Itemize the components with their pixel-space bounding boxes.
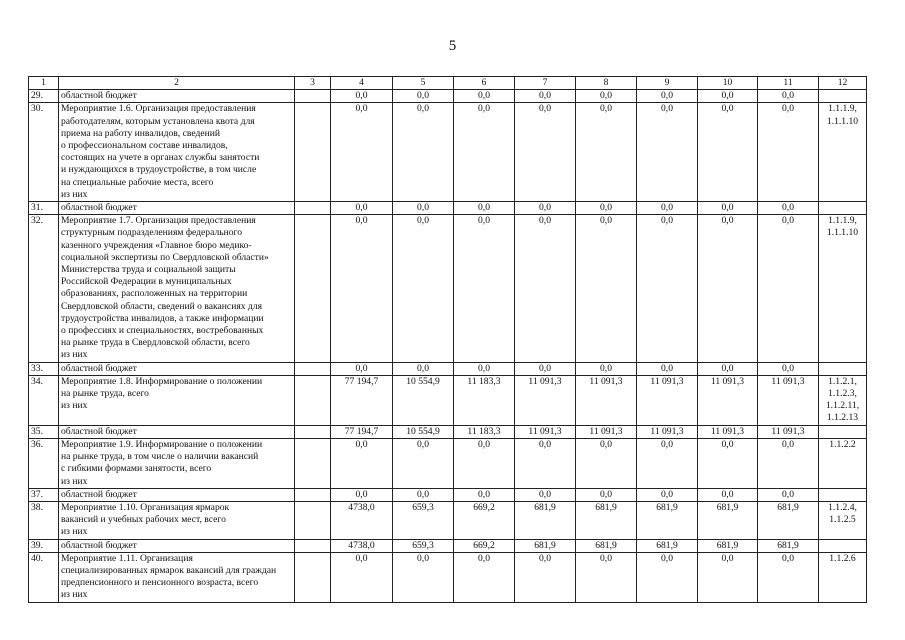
value-cell: 681,9 bbox=[698, 501, 758, 539]
table-row bbox=[29, 488, 867, 501]
value-cell: 0,0 bbox=[454, 215, 515, 362]
value-cell: 0,0 bbox=[637, 488, 698, 501]
value-cell: 659,3 bbox=[393, 539, 454, 552]
code-line: 1.1.1.10 bbox=[826, 227, 859, 239]
row-description bbox=[59, 103, 295, 202]
description-line: состоящих на учете в органах службы занятости bbox=[61, 152, 260, 164]
indicator-code bbox=[819, 215, 867, 362]
value-cell: 0,0 bbox=[515, 215, 576, 362]
indicator-code bbox=[819, 362, 867, 375]
row-number: 40. bbox=[29, 552, 59, 602]
row-number: 38. bbox=[29, 501, 59, 539]
column-3-cell bbox=[295, 362, 331, 375]
description-line: вакансий и учебных рабочих мест, всего bbox=[61, 514, 226, 526]
column-header: 10 bbox=[698, 77, 758, 90]
value-cell: 0,0 bbox=[393, 202, 454, 215]
column-header: 9 bbox=[637, 77, 698, 90]
value-cell: 10 554,9 bbox=[393, 425, 454, 438]
value-cell: 681,9 bbox=[576, 501, 637, 539]
indicator-code bbox=[819, 90, 867, 103]
description-line: на рынке труда в Свердловской области, всего bbox=[61, 337, 250, 349]
value-cell: 77 194,7 bbox=[331, 375, 393, 425]
value-cell: 0,0 bbox=[331, 202, 393, 215]
description-line: специализированных ярмарок вакансий для граждан bbox=[61, 564, 277, 576]
value-cell: 681,9 bbox=[698, 539, 758, 552]
table-row bbox=[29, 552, 867, 602]
code-line: 1.1.2.2 bbox=[829, 438, 856, 450]
value-cell: 0,0 bbox=[454, 438, 515, 488]
value-cell: 0,0 bbox=[637, 103, 698, 202]
value-cell: 681,9 bbox=[576, 539, 637, 552]
row-number: 29. bbox=[29, 90, 59, 103]
code-line: 1.1.2.6 bbox=[829, 552, 856, 564]
value-cell: 0,0 bbox=[515, 362, 576, 375]
value-cell: 0,0 bbox=[758, 215, 819, 362]
value-cell: 0,0 bbox=[637, 552, 698, 602]
value-cell: 0,0 bbox=[393, 552, 454, 602]
code-line: 1.1.2.3, bbox=[828, 388, 857, 400]
description-line: Мероприятие 1.6. Организация предоставления bbox=[61, 103, 256, 115]
value-cell: 0,0 bbox=[576, 438, 637, 488]
row-number: 37. bbox=[29, 488, 59, 501]
column-3-cell bbox=[295, 202, 331, 215]
value-cell: 0,0 bbox=[576, 90, 637, 103]
column-3-cell bbox=[295, 438, 331, 488]
description-line: Свердловской области, сведений о вакансиях для bbox=[61, 300, 263, 312]
table-row bbox=[29, 425, 867, 438]
value-cell: 0,0 bbox=[331, 362, 393, 375]
value-cell: 0,0 bbox=[331, 215, 393, 362]
description-line: Мероприятие 1.11. Организация bbox=[61, 552, 193, 564]
table-row bbox=[29, 103, 867, 202]
value-cell: 0,0 bbox=[576, 215, 637, 362]
value-cell: 11 091,3 bbox=[576, 425, 637, 438]
column-header: 11 bbox=[758, 77, 819, 90]
table-row bbox=[29, 202, 867, 215]
value-cell: 11 091,3 bbox=[637, 425, 698, 438]
value-cell: 669,2 bbox=[454, 539, 515, 552]
value-cell: 0,0 bbox=[576, 488, 637, 501]
value-cell: 681,9 bbox=[637, 539, 698, 552]
column-header: 1 bbox=[29, 77, 59, 90]
column-header: 2 bbox=[59, 77, 295, 90]
description-line: Мероприятие 1.7. Организация предоставления bbox=[61, 215, 256, 227]
value-cell: 0,0 bbox=[698, 552, 758, 602]
indicator-code bbox=[819, 103, 867, 202]
column-3-cell bbox=[295, 103, 331, 202]
value-cell: 0,0 bbox=[637, 90, 698, 103]
description-line: из них bbox=[61, 589, 88, 601]
value-cell: 0,0 bbox=[515, 552, 576, 602]
description-line: областной бюджет bbox=[61, 488, 137, 500]
value-cell: 0,0 bbox=[515, 202, 576, 215]
program-table bbox=[28, 76, 867, 603]
value-cell: 0,0 bbox=[393, 438, 454, 488]
value-cell: 0,0 bbox=[331, 90, 393, 103]
row-description bbox=[59, 488, 295, 501]
value-cell: 0,0 bbox=[454, 552, 515, 602]
row-description bbox=[59, 438, 295, 488]
value-cell: 11 091,3 bbox=[698, 375, 758, 425]
value-cell: 4738,0 bbox=[331, 539, 393, 552]
row-description bbox=[59, 215, 295, 362]
column-3-cell bbox=[295, 425, 331, 438]
value-cell: 0,0 bbox=[758, 90, 819, 103]
code-line: 1.1.1.10 bbox=[826, 115, 859, 127]
value-cell: 0,0 bbox=[454, 103, 515, 202]
value-cell: 0,0 bbox=[454, 488, 515, 501]
description-line: социальной экспертизы по Свердловской области» bbox=[61, 251, 269, 263]
table-row bbox=[29, 501, 867, 539]
value-cell: 0,0 bbox=[331, 488, 393, 501]
description-line: на рынке труда, в том числе о наличии вакансий bbox=[61, 451, 259, 463]
value-cell: 0,0 bbox=[576, 103, 637, 202]
column-3-cell bbox=[295, 90, 331, 103]
description-line: Мероприятие 1.10. Организация ярмарок bbox=[61, 501, 230, 513]
description-line: трудоустройства инвалидов, а также информации bbox=[61, 312, 264, 324]
description-line: Мероприятие 1.8. Информирование о положении bbox=[61, 375, 263, 387]
description-line: и нуждающихся в трудоустройстве, в том числе bbox=[61, 164, 257, 176]
value-cell: 77 194,7 bbox=[331, 425, 393, 438]
value-cell: 11 091,3 bbox=[515, 425, 576, 438]
row-description bbox=[59, 375, 295, 425]
value-cell: 10 554,9 bbox=[393, 375, 454, 425]
value-cell: 11 091,3 bbox=[515, 375, 576, 425]
value-cell: 681,9 bbox=[515, 501, 576, 539]
value-cell: 669,2 bbox=[454, 501, 515, 539]
indicator-code bbox=[819, 202, 867, 215]
row-number: 36. bbox=[29, 438, 59, 488]
value-cell: 0,0 bbox=[758, 103, 819, 202]
description-line: приема на работу инвалидов, сведений bbox=[61, 127, 220, 139]
value-cell: 0,0 bbox=[454, 90, 515, 103]
indicator-code bbox=[819, 488, 867, 501]
column-header: 12 bbox=[819, 77, 867, 90]
description-line: Российской Федерации в муниципальных bbox=[61, 276, 232, 288]
value-cell: 0,0 bbox=[637, 215, 698, 362]
table-row bbox=[29, 362, 867, 375]
value-cell: 681,9 bbox=[515, 539, 576, 552]
indicator-code bbox=[819, 552, 867, 602]
indicator-code bbox=[819, 375, 867, 425]
value-cell: 0,0 bbox=[515, 438, 576, 488]
value-cell: 0,0 bbox=[758, 552, 819, 602]
value-cell: 0,0 bbox=[331, 438, 393, 488]
description-line: на специальные рабочие места, всего bbox=[61, 176, 214, 188]
column-3-cell bbox=[295, 501, 331, 539]
value-cell: 0,0 bbox=[576, 202, 637, 215]
value-cell: 11 091,3 bbox=[637, 375, 698, 425]
table-header-row bbox=[29, 77, 867, 90]
value-cell: 0,0 bbox=[698, 488, 758, 501]
description-line: с гибкими формами занятости, всего bbox=[61, 463, 212, 475]
description-line: о профессиях и специальностях, востребованных bbox=[61, 325, 264, 337]
row-number: 33. bbox=[29, 362, 59, 375]
value-cell: 0,0 bbox=[393, 215, 454, 362]
value-cell: 0,0 bbox=[637, 202, 698, 215]
column-3-cell bbox=[295, 539, 331, 552]
value-cell: 11 183,3 bbox=[454, 425, 515, 438]
value-cell: 0,0 bbox=[758, 488, 819, 501]
value-cell: 0,0 bbox=[576, 362, 637, 375]
value-cell: 0,0 bbox=[393, 362, 454, 375]
code-line: 1.1.1.9, bbox=[828, 103, 857, 115]
value-cell: 0,0 bbox=[758, 202, 819, 215]
row-number: 35. bbox=[29, 425, 59, 438]
description-line: работодателям, которым установлена квота для bbox=[61, 115, 255, 127]
table-row bbox=[29, 90, 867, 103]
description-line: из них bbox=[61, 526, 88, 538]
value-cell: 0,0 bbox=[698, 438, 758, 488]
value-cell: 0,0 bbox=[515, 488, 576, 501]
column-3-cell bbox=[295, 215, 331, 362]
column-header: 6 bbox=[454, 77, 515, 90]
row-number: 34. bbox=[29, 375, 59, 425]
value-cell: 0,0 bbox=[576, 552, 637, 602]
description-line: областной бюджет bbox=[61, 362, 137, 374]
value-cell: 0,0 bbox=[698, 362, 758, 375]
description-line: областной бюджет bbox=[61, 202, 137, 214]
value-cell: 0,0 bbox=[393, 488, 454, 501]
value-cell: 0,0 bbox=[637, 362, 698, 375]
code-line: 1.1.2.11, bbox=[825, 400, 860, 412]
code-line: 1.1.2.5 bbox=[829, 514, 856, 526]
value-cell: 0,0 bbox=[758, 362, 819, 375]
description-line: областной бюджет bbox=[61, 539, 137, 551]
value-cell: 0,0 bbox=[698, 90, 758, 103]
value-cell: 681,9 bbox=[758, 539, 819, 552]
column-3-cell bbox=[295, 552, 331, 602]
column-header: 3 bbox=[295, 77, 331, 90]
description-line: о профессиональном составе инвалидов, bbox=[61, 140, 228, 152]
description-line: областной бюджет bbox=[61, 425, 137, 437]
description-line: Мероприятие 1.9. Информирование о положении bbox=[61, 438, 263, 450]
page-number: 5 bbox=[448, 38, 457, 54]
value-cell: 681,9 bbox=[758, 501, 819, 539]
value-cell: 11 091,3 bbox=[576, 375, 637, 425]
column-header: 4 bbox=[331, 77, 393, 90]
code-line: 1.1.2.4, bbox=[828, 501, 857, 513]
indicator-code bbox=[819, 501, 867, 539]
indicator-code bbox=[819, 425, 867, 438]
value-cell: 0,0 bbox=[698, 202, 758, 215]
row-number: 30. bbox=[29, 103, 59, 202]
value-cell: 0,0 bbox=[515, 90, 576, 103]
indicator-code bbox=[819, 438, 867, 488]
value-cell: 0,0 bbox=[393, 90, 454, 103]
row-description bbox=[59, 202, 295, 215]
table-row bbox=[29, 438, 867, 488]
description-line: из них bbox=[61, 188, 88, 200]
table-row bbox=[29, 539, 867, 552]
indicator-code bbox=[819, 539, 867, 552]
row-description bbox=[59, 539, 295, 552]
row-description bbox=[59, 425, 295, 438]
code-line: 1.1.2.13 bbox=[826, 412, 859, 424]
value-cell: 0,0 bbox=[698, 103, 758, 202]
row-description bbox=[59, 501, 295, 539]
value-cell: 681,9 bbox=[637, 501, 698, 539]
value-cell: 0,0 bbox=[331, 103, 393, 202]
description-line: предпенсионного и пенсионного возраста, всего bbox=[61, 577, 259, 589]
row-description bbox=[59, 90, 295, 103]
column-header: 8 bbox=[576, 77, 637, 90]
code-line: 1.1.2.1, bbox=[828, 375, 857, 387]
value-cell: 0,0 bbox=[331, 552, 393, 602]
value-cell: 0,0 bbox=[393, 103, 454, 202]
description-line: из них bbox=[61, 400, 88, 412]
table-row bbox=[29, 215, 867, 362]
description-line: Министерства труда и социальной защиты bbox=[61, 264, 236, 276]
description-line: казенного учреждения «Главное бюро медико- bbox=[61, 239, 252, 251]
value-cell: 0,0 bbox=[758, 438, 819, 488]
description-line: из них bbox=[61, 349, 88, 361]
value-cell: 0,0 bbox=[454, 362, 515, 375]
value-cell: 0,0 bbox=[454, 202, 515, 215]
row-description bbox=[59, 362, 295, 375]
row-number: 32. bbox=[29, 215, 59, 362]
column-3-cell bbox=[295, 488, 331, 501]
column-header: 7 bbox=[515, 77, 576, 90]
description-line: областной бюджет bbox=[61, 90, 137, 102]
value-cell: 0,0 bbox=[637, 438, 698, 488]
column-3-cell bbox=[295, 375, 331, 425]
code-line: 1.1.1.9, bbox=[828, 215, 857, 227]
row-number: 31. bbox=[29, 202, 59, 215]
value-cell: 11 091,3 bbox=[758, 425, 819, 438]
value-cell: 4738,0 bbox=[331, 501, 393, 539]
column-header: 5 bbox=[393, 77, 454, 90]
value-cell: 659,3 bbox=[393, 501, 454, 539]
value-cell: 0,0 bbox=[515, 103, 576, 202]
value-cell: 11 091,3 bbox=[758, 375, 819, 425]
table-row bbox=[29, 375, 867, 425]
value-cell: 11 183,3 bbox=[454, 375, 515, 425]
value-cell: 11 091,3 bbox=[698, 425, 758, 438]
description-line: на рынке труда, всего bbox=[61, 388, 149, 400]
row-number: 39. bbox=[29, 539, 59, 552]
description-line: из них bbox=[61, 475, 88, 487]
description-line: образованиях, расположенных на территории bbox=[61, 288, 248, 300]
row-description bbox=[59, 552, 295, 602]
description-line: структурным подразделениям федерального bbox=[61, 227, 243, 239]
value-cell: 0,0 bbox=[698, 215, 758, 362]
